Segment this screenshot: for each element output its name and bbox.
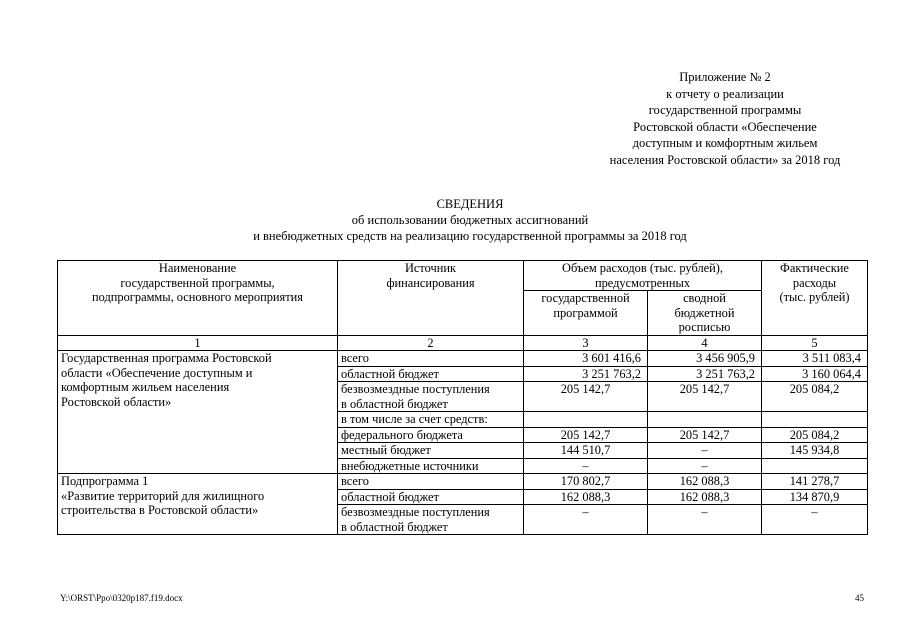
document-heading — [150, 196, 790, 244]
program-value: 3 251 763,2 — [524, 366, 648, 382]
program-value: 205 142,7 — [524, 427, 648, 443]
column-number: 2 — [338, 335, 524, 351]
source-cell: областной бюджет — [338, 366, 524, 382]
program-value: 205 142,7 — [524, 382, 648, 412]
budget-value: – — [648, 505, 762, 535]
column-number: 1 — [58, 335, 338, 351]
source-cell: внебюджетные источники — [338, 458, 524, 474]
header-planned: Объем расходов (тыс. рублей), предусмотренных — [524, 261, 762, 291]
budget-value: – — [648, 458, 762, 474]
column-number: 4 — [648, 335, 762, 351]
appendix-line: к отчету о реализации — [666, 86, 784, 101]
actual-value — [762, 412, 868, 428]
program-name-cell: Государственная программа Ростовской области «Обеспечение доступным и комфортным жильем населения Ростовской области» — [58, 351, 338, 474]
actual-value: 134 870,9 — [762, 489, 868, 505]
budget-value: 162 088,3 — [648, 474, 762, 490]
source-cell: федерального бюджета — [338, 427, 524, 443]
appendix-block — [560, 69, 890, 168]
document-title: СВЕДЕНИЯ — [436, 197, 504, 211]
budget-value: 3 251 763,2 — [648, 366, 762, 382]
source-cell: всего — [338, 474, 524, 490]
budget-value: 205 142,7 — [648, 382, 762, 412]
actual-value: 205 084,2 — [762, 427, 868, 443]
header-row — [58, 261, 868, 291]
appendix-line: государственной программы — [648, 103, 802, 117]
program-value: 144 510,7 — [524, 443, 648, 459]
source-cell: местный бюджет — [338, 443, 524, 459]
header-name: Наименование государственной программы, подпрограммы, основного мероприятия — [58, 261, 338, 336]
budget-value: – — [648, 443, 762, 459]
actual-value: 3 511 083,4 — [762, 351, 868, 367]
actual-value: – — [762, 505, 868, 535]
column-number: 3 — [524, 335, 648, 351]
actual-value: 145 934,8 — [762, 443, 868, 459]
budget-value — [648, 412, 762, 428]
program-value: 3 601 416,6 — [524, 351, 648, 367]
actual-value: 3 160 064,4 — [762, 366, 868, 382]
program-value — [524, 412, 648, 428]
column-number-row — [58, 335, 868, 351]
header-program: государственной программой — [524, 291, 648, 336]
actual-value: 205 084,2 — [762, 382, 868, 412]
actual-value — [762, 458, 868, 474]
program-value: – — [524, 458, 648, 474]
document-subtitle-line: об использовании бюджетных ассигнований — [351, 213, 589, 227]
program-value: 170 802,7 — [524, 474, 648, 490]
appendix-line: населения Ростовской области» за 2018 год — [609, 152, 841, 167]
source-cell: безвозмездные поступления в областной бюджет — [338, 505, 524, 535]
appendix-line: Ростовской области «Обеспечение — [633, 119, 817, 134]
column-number: 5 — [762, 335, 868, 351]
appendix-line: доступным и комфортным жильем — [632, 136, 818, 150]
budget-value: 3 456 905,9 — [648, 351, 762, 367]
budget-table — [57, 260, 868, 535]
program-value: – — [524, 505, 648, 535]
program-value: 162 088,3 — [524, 489, 648, 505]
header-source: Источник финансирования — [338, 261, 524, 336]
source-cell: в том числе за счет средств: — [338, 412, 524, 428]
source-cell: областной бюджет — [338, 489, 524, 505]
actual-value: 141 278,7 — [762, 474, 868, 490]
budget-value: 205 142,7 — [648, 427, 762, 443]
table-row — [58, 474, 868, 490]
source-cell: безвозмездные поступления в областной бюджет — [338, 382, 524, 412]
header-actual: Фактические расходы (тыс. рублей) — [762, 261, 868, 336]
page-number: 45 — [855, 593, 864, 603]
subprogram-name-cell: Подпрограмма 1 «Развитие территорий для жилищного строительства в Ростовской области» — [58, 474, 338, 535]
header-budget: сводной бюджетной росписью — [648, 291, 762, 336]
document-subtitle-line: и внебюджетных средств на реализацию государственной программы за 2018 год — [253, 229, 687, 243]
source-cell: всего — [338, 351, 524, 367]
appendix-line: Приложение № 2 — [679, 70, 771, 84]
budget-value: 162 088,3 — [648, 489, 762, 505]
footer-file-path: Y:\ORST\Ppo\0320p187.f19.docx — [60, 593, 183, 603]
table-row — [58, 351, 868, 367]
